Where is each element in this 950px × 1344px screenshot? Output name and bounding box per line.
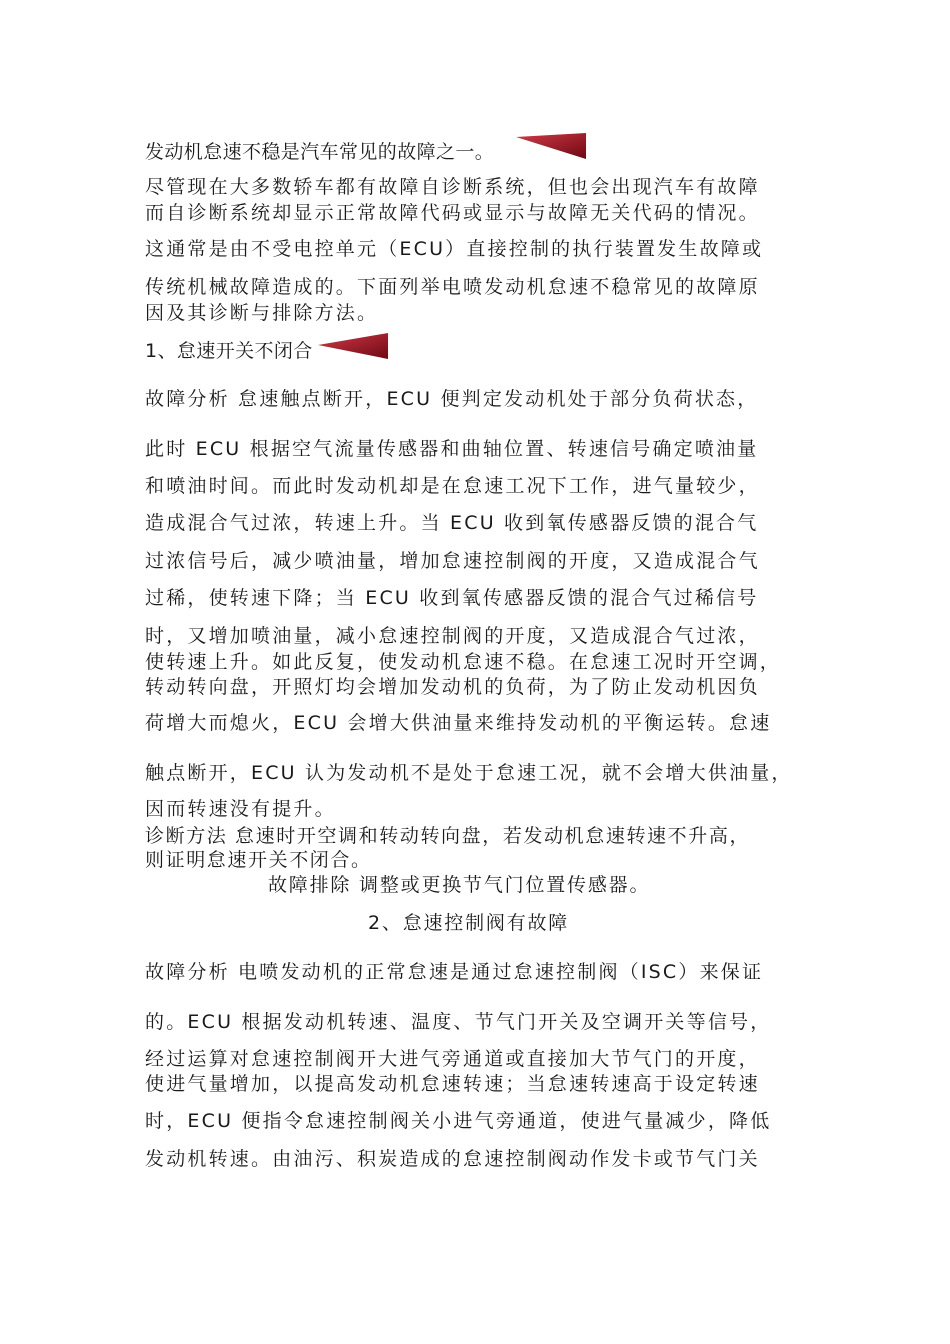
intro-line: 传统机械故障造成的。下面列举电喷发动机怠速不稳常见的故障原	[145, 276, 760, 298]
section-heading: 1、怠速开关不闭合	[145, 340, 313, 362]
paragraph-line: 触点断开，ECU 认为发动机不是处于怠速工况，就不会增大供油量，	[145, 762, 793, 784]
paragraph-line: 故障分析 怠速触点断开，ECU 便判定发动机处于部分负荷状态，	[145, 388, 759, 410]
section-heading: 2、怠速控制阀有故障	[368, 912, 570, 934]
paragraph-line: 造成混合气过浓，转速上升。当 ECU 收到氧传感器反馈的混合气	[145, 512, 759, 534]
paragraph-line: 的。ECU 根据发动机转速、温度、节气门开关及空调开关等信号，	[145, 1011, 772, 1033]
intro-line: 因及其诊断与排除方法。	[145, 302, 379, 324]
paragraph-line: 使进气量增加，以提高发动机怠速转速；当怠速转速高于设定转速	[145, 1073, 760, 1095]
paragraph-line: 转动转向盘，开照灯均会增加发动机的负荷，为了防止发动机因负	[145, 676, 760, 698]
paragraph-line: 发动机转速。由油污、积炭造成的怠速控制阀动作发卡或节气门关	[145, 1148, 760, 1170]
paragraph-line: 时，ECU 便指令怠速控制阀关小进气旁通道，使进气量减少，降低	[145, 1110, 772, 1132]
paragraph-line: 荷增大而熄火，ECU 会增大供油量来维持发动机的平衡运转。怠速	[145, 712, 772, 734]
paragraph-line: 使转速上升。如此反复，使发动机怠速不稳。在怠速工况时开空调，	[145, 651, 782, 673]
intro-line: 而自诊断系统却显示正常故障代码或显示与故障无关代码的情况。	[145, 202, 760, 224]
paragraph-line: 此时 ECU 根据空气流量传感器和曲轴位置、转速信号确定喷油量	[145, 438, 759, 460]
paragraph-line: 经过运算对怠速控制阀开大进气旁通道或直接加大节气门的开度，	[145, 1048, 760, 1070]
ribbon-decoration	[318, 333, 390, 359]
remedy-line: 故障排除 调整或更换节气门位置传感器。	[268, 874, 651, 896]
paragraph-line: 过稀，使转速下降；当 ECU 收到氧传感器反馈的混合气过稀信号	[145, 587, 759, 609]
ribbon-decoration	[516, 133, 588, 159]
paragraph-line: 过浓信号后，减少喷油量，增加怠速控制阀的开度，又造成混合气	[145, 550, 760, 572]
paragraph-line: 故障分析 电喷发动机的正常怠速是通过怠速控制阀（ISC）来保证	[145, 961, 764, 983]
intro-line: 这通常是由不受电控单元（ECU）直接控制的执行装置发生故障或	[145, 238, 764, 260]
paragraph-line: 则证明怠速开关不闭合。	[145, 849, 372, 871]
paragraph-line: 诊断方法 怠速时开空调和转动转向盘，若发动机怠速转速不升高，	[145, 825, 751, 847]
paragraph-line: 因而转速没有提升。	[145, 798, 336, 820]
intro-line: 尽管现在大多数轿车都有故障自诊断系统，但也会出现汽车有故障	[145, 176, 760, 198]
paragraph-line: 时，又增加喷油量，减小怠速控制阀的开度，又造成混合气过浓，	[145, 625, 760, 647]
paragraph-line: 和喷油时间。而此时发动机却是在怠速工况下工作，进气量较少，	[145, 475, 760, 497]
document-title-line: 发动机怠速不稳是汽车常见的故障之一。	[145, 141, 495, 163]
